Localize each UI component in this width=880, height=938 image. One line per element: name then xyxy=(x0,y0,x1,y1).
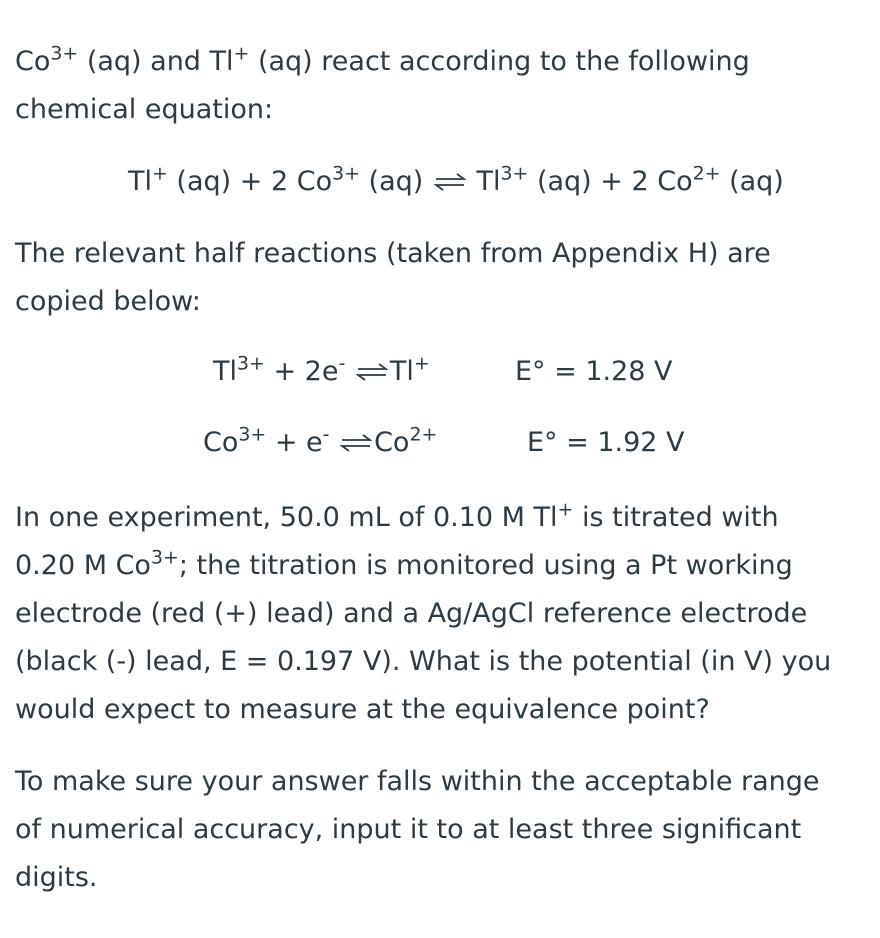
text: (aq) react according to the following xyxy=(249,46,750,77)
equilibrium-arrow-icon xyxy=(434,172,466,192)
half-intro-line-1: The relevant half reactions (taken from Appendix H) are xyxy=(15,238,771,269)
instructions-line-3: digits. xyxy=(15,862,98,893)
text: Tl xyxy=(213,356,237,387)
text: (aq) + 2 Co xyxy=(528,166,693,197)
superscript: 3+ xyxy=(332,162,360,185)
superscript: 3+ xyxy=(50,42,79,65)
superscript: 2+ xyxy=(409,423,438,446)
superscript: 3+ xyxy=(238,423,267,446)
standard-potential-tl: E° = 1.28 V xyxy=(515,356,673,387)
instructions-line-1: To make sure your answer falls within the acceptable range xyxy=(15,766,820,797)
text: + 2e xyxy=(264,356,339,387)
question-line-4: (black (-) lead, E = 0.197 V). What is the potential (in V) you xyxy=(15,646,832,677)
text: Tl xyxy=(476,166,501,197)
intro-line-1 xyxy=(15,38,865,86)
text: (aq) xyxy=(359,166,424,197)
half-reaction-co xyxy=(203,423,437,463)
superscript: + xyxy=(557,498,574,521)
text: Co xyxy=(374,427,410,458)
half-intro-line-2: copied below: xyxy=(15,286,201,317)
question-paragraph xyxy=(15,494,865,734)
instructions-paragraph xyxy=(15,758,865,902)
text: Co xyxy=(203,427,239,458)
question-line-3: electrode (red (+) lead) and a Ag/AgCl reference electrode xyxy=(15,598,808,629)
overall-equation xyxy=(128,162,784,202)
superscript: - xyxy=(338,352,346,375)
superscript: 3+ xyxy=(150,546,179,569)
equilibrium-arrow-icon xyxy=(340,433,372,453)
intro-paragraph xyxy=(15,38,865,134)
superscript: + xyxy=(413,352,430,375)
text: (aq) and Tl xyxy=(78,46,234,77)
text: (aq) + 2 Co xyxy=(167,166,333,197)
text: (aq) xyxy=(720,166,784,197)
question-line-5: would expect to measure at the equivalence point? xyxy=(15,694,710,725)
text: + e xyxy=(266,427,323,458)
half-reaction-tl xyxy=(213,352,430,392)
superscript: + xyxy=(233,42,250,65)
text: Co xyxy=(15,46,51,77)
equilibrium-arrow-icon xyxy=(356,362,388,382)
superscript: 3+ xyxy=(500,162,529,185)
question-line-2 xyxy=(15,542,865,590)
superscript: 2+ xyxy=(692,162,721,185)
text: In one experiment, 50.0 mL of 0.10 M Tl xyxy=(15,502,558,533)
question-line-1 xyxy=(15,494,865,542)
superscript: 3+ xyxy=(237,352,265,375)
text: ; the titration is monitored using a Pt working xyxy=(178,550,793,581)
standard-potential-co: E° = 1.92 V xyxy=(527,427,685,458)
text: Tl xyxy=(389,356,414,387)
superscript: + xyxy=(152,162,168,185)
text: 0.20 M Co xyxy=(15,550,151,581)
text: is titrated with xyxy=(573,502,779,533)
half-reactions-intro xyxy=(15,230,865,326)
superscript: - xyxy=(322,423,330,446)
intro-line-2: chemical equation: xyxy=(15,94,274,125)
instructions-line-2: of numerical accuracy, input it to at least three significant xyxy=(15,814,802,845)
text: Tl xyxy=(128,166,152,197)
